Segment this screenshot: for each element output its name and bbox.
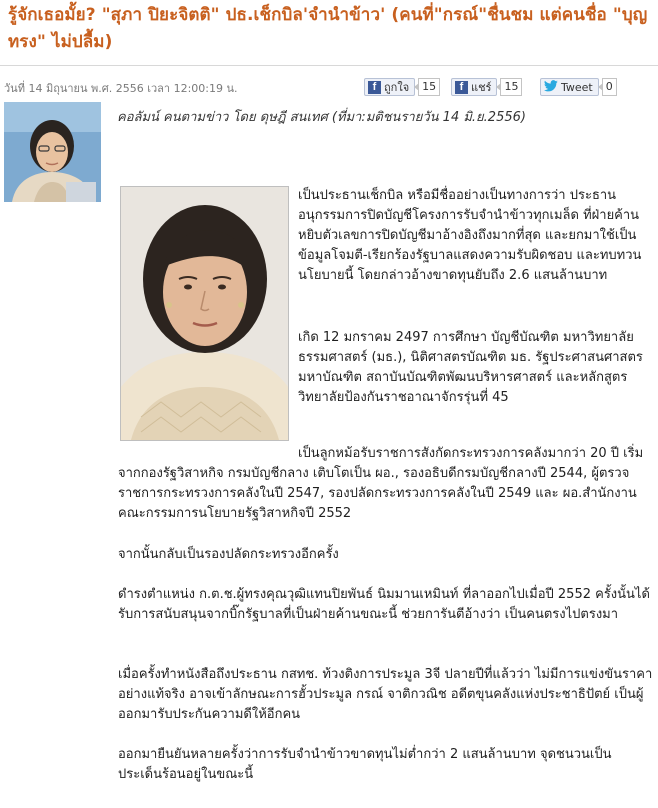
facebook-icon: f: [455, 81, 468, 94]
article-headline: รู้จักเธอมั้ย? "สุภา ปิยะจิตติ" ปธ.เช็กบิล'จำนำข้าว' (คนที่"กรณ์"ชื่นชม แต่คนชื่อ "บุญทรง" ไม่ปลื้ม): [8, 5, 648, 52]
facebook-share-widget: [451, 77, 522, 97]
facebook-like-button[interactable]: [364, 78, 415, 96]
article-dateline: วันที่ 14 มิถุนายน พ.ศ. 2556 เวลา 12:00:19 น.: [4, 82, 238, 95]
tweet-count: 0: [602, 78, 617, 96]
header-divider: [0, 65, 658, 66]
subject-portrait-photo: [120, 186, 289, 441]
paragraph-7: ออกมายืนยันหลายครั้งว่าการรับจำนำข้าวขาดทุนไม่ต่ำกว่า 2 แสนล้านบาท จุดชนวนเป็นประเด็นร้อนอยู่ในขณะนี้: [118, 747, 612, 782]
twitter-bird-icon: [544, 80, 558, 95]
facebook-like-count: 15: [418, 78, 440, 96]
tweet-label: Tweet: [561, 80, 593, 94]
facebook-like-widget: [364, 77, 440, 97]
facebook-icon: f: [368, 81, 381, 94]
facebook-like-label: ถูกใจ: [384, 81, 410, 94]
columnist-photo: [4, 102, 101, 202]
tweet-button[interactable]: [540, 78, 599, 96]
paragraph-3: เป็นลูกหม้อรับราชการสังกัดกระทรวงการคลังมากว่า 20 ปี เริ่มจากกองรัฐวิสาหกิจ กรมบัญชีกลาง เติบโตเป็น ผอ., รองอธิบดีกรมบัญชีกลางปี 2544, ผู้ตรวจราชการกระทรวงการคลังในปี 2547, รองปลัดกระทรวงการคลังในปี 2549 และ ผอ.สำนักงานคณะกรรมการนโยบายรัฐวิสาหกิจปี 2552: [118, 446, 644, 521]
tweet-widget: [540, 77, 617, 97]
paragraph-1: เป็นประธานเช็กบิล หรือมีชื่ออย่างเป็นทางการว่า ประธานอนุกรรมการปิดบัญชีโครงการรับจำนำข้าวทุกเมล็ด ที่ฝ่ายค้านหยิบตัวเลขการปิดบัญชีมาอ้างอิงถึงมากที่สุด และยกมาใช้เป็นข้อมูลโจมตี-เรียกร้องรัฐบาลแสดงความรับผิดชอบ และทบทวนนโยบายนี้ โดยกล่าวอ้างขาดทุนยับถึง 2.6 แสนล้านบาท: [298, 188, 642, 283]
paragraph-5: ดำรงตำแหน่ง ก.ต.ช.ผู้ทรงคุณวุฒิแทนปิยพันธ์ นิมมานเหมินท์ ที่ลาออกไปเมื่อปี 2552 ครั้งนั้นได้รับการสนับสนุนจากบิ๊กรัฐบาลที่เป็นฝ่ายค้านขณะนี้ ช่วยการันตีอ้างว่า เป็นคนตรงไปตรงมา: [118, 587, 650, 622]
paragraph-6: เมื่อครั้งทำหนังสือถึงประธาน กสทช. ท้วงติงการประมูล 3จี ปลายปีที่แล้วว่า ไม่มีการแข่งขันราคาอย่างแท้จริง อาจเข้าลักษณะการฮั้วประมูล กรณ์ จาติกวณิช อดีตขุนคลังแห่งประชาธิปัตย์ เป็นผู้ออกมารับประกันความดีให้อีกคน: [118, 667, 653, 722]
facebook-share-count: 15: [500, 78, 522, 96]
article-byline: คอลัมน์ คนตามข่าว โดย ดุษฎี สนเทศ (ที่มา:มติชนรายวัน 14 มิ.ย.2556): [117, 110, 526, 125]
facebook-share-label: แชร์: [471, 81, 492, 94]
paragraph-4: จากนั้นกลับเป็นรองปลัดกระทรวงอีกครั้ง: [118, 547, 339, 562]
facebook-share-button[interactable]: [451, 78, 497, 96]
paragraph-2: เกิด 12 มกราคม 2497 การศึกษา บัญชีบัณฑิต มหาวิทยาลัยธรรมศาสตร์ (มธ.), นิติศาสตรบัณฑิต มธ. รัฐประศาสนศาสตรมหาบัณฑิต สถาบันบัณฑิตพัฒนบริหารศาสตร์ และหลักสูตรวิทยาลัยป้องกันราชอาณาจักรรุ่นที่ 45: [298, 330, 643, 405]
